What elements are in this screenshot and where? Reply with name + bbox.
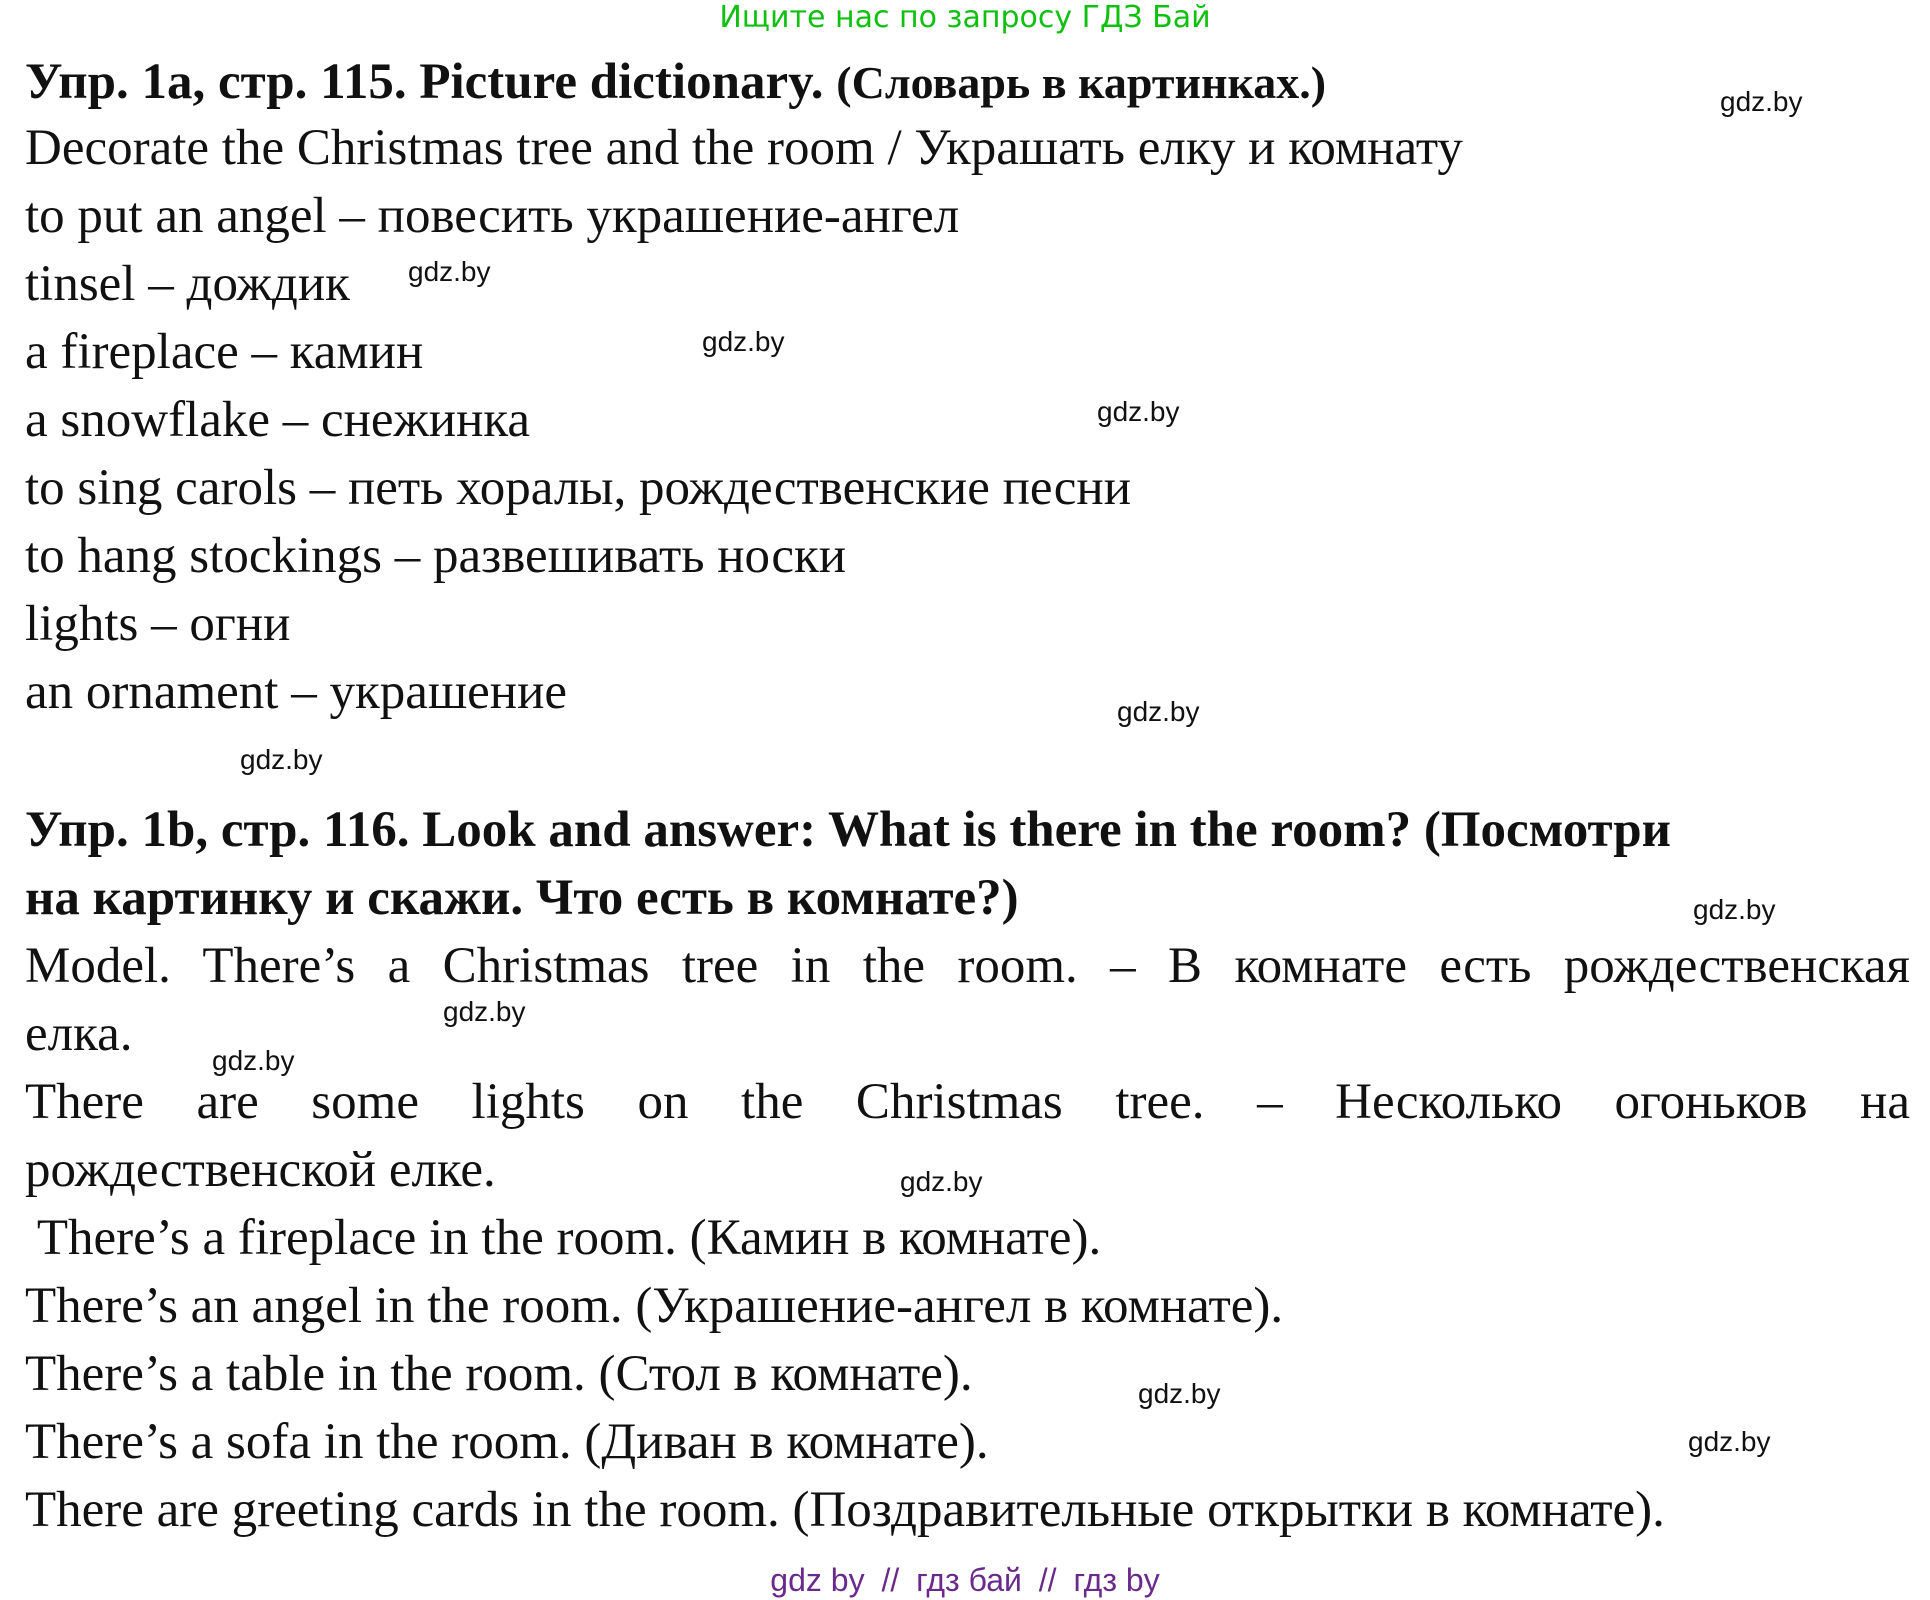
- footer-separator: //: [881, 1562, 900, 1598]
- answer-sentence-line1: There are some lights on the Christmas tree. – Несколько огоньков на: [25, 1074, 1910, 1130]
- watermark: gdz.by: [212, 1045, 295, 1076]
- answer-sentence: There’s a table in the room. (Стол в комнате).: [25, 1346, 973, 1402]
- section-b-heading-line1: Упр. 1b, стр. 116. Look and answer: What is there in the room? (Посмотри: [25, 802, 1671, 858]
- dictionary-line: to hang stockings – развешивать носки: [25, 528, 847, 584]
- footer-link-gdz-by[interactable]: gdz by: [770, 1562, 865, 1598]
- watermark: gdz.by: [1720, 86, 1803, 117]
- top-search-banner[interactable]: Ищите нас по запросу ГДЗ Бай: [719, 0, 1211, 35]
- footer-links: [0, 1560, 1930, 1600]
- section-a-heading: [25, 52, 1326, 113]
- watermark: gdz.by: [1117, 696, 1200, 727]
- answer-sentence: There’s a fireplace in the room. (Камин в комнате).: [25, 1210, 1102, 1266]
- answer-sentence: There’s an angel in the room. (Украшение-ангел в комнате).: [25, 1278, 1284, 1334]
- section-a-heading-subtitle: (Словарь в картинках.): [836, 57, 1327, 108]
- answer-sentence: There are greeting cards in the room. (Поздравительные открытки в комнате).: [25, 1482, 1665, 1538]
- dictionary-line: Decorate the Christmas tree and the room / Украшать елку и комнату: [25, 120, 1463, 176]
- watermark: gdz.by: [1138, 1378, 1221, 1409]
- dictionary-line: a fireplace – камин: [25, 324, 424, 380]
- dictionary-line: to sing carols – петь хоралы, рождественские песни: [25, 460, 1132, 516]
- footer-separator: //: [1038, 1562, 1057, 1598]
- watermark: gdz.by: [408, 256, 491, 287]
- watermark: gdz.by: [900, 1166, 983, 1197]
- watermark: gdz.by: [1097, 396, 1180, 427]
- section-a-heading-title: Упр. 1a, стр. 115. Picture dictionary.: [25, 54, 824, 110]
- dictionary-line: a snowflake – снежинка: [25, 392, 531, 448]
- section-b-heading-line2: на картинку и скажи. Что есть в комнате?): [25, 870, 1019, 926]
- dictionary-line: to put an angel – повесить украшение-ангел: [25, 188, 960, 244]
- dictionary-line: lights – огни: [25, 596, 291, 652]
- watermark: gdz.by: [240, 744, 323, 775]
- watermark: gdz.by: [702, 326, 785, 357]
- dictionary-line: tinsel – дождик: [25, 256, 350, 312]
- answer-sentence-line2: рождественской елке.: [25, 1142, 496, 1198]
- watermark: gdz.by: [1693, 894, 1776, 925]
- model-sentence-line2: елка.: [25, 1006, 133, 1062]
- footer-link-gdz-bai[interactable]: гдз бай: [916, 1562, 1022, 1598]
- dictionary-line: an ornament – украшение: [25, 664, 568, 720]
- watermark: gdz.by: [1688, 1426, 1771, 1457]
- answer-sentence: There’s a sofa in the room. (Диван в комнате).: [25, 1414, 989, 1470]
- footer-link-gdz-by-ru[interactable]: гдз by: [1073, 1562, 1160, 1598]
- model-sentence-line1: Model. There’s a Christmas tree in the room. – В комнате есть рождественская: [25, 938, 1910, 994]
- watermark: gdz.by: [443, 996, 526, 1027]
